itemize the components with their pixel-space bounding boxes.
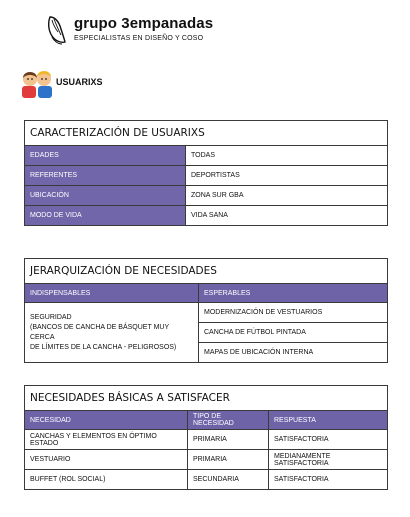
table-cell: PRIMARIA bbox=[188, 450, 269, 470]
caracterizacion-table bbox=[24, 120, 388, 226]
empanada-logo-icon bbox=[46, 14, 68, 46]
row-label: REFERENTES bbox=[25, 166, 186, 186]
col-header: TIPO DE NECESIDAD bbox=[188, 411, 269, 430]
row-label: UBICACIÓN bbox=[25, 186, 186, 206]
table-cell: SATISFACTORIA bbox=[269, 470, 388, 490]
brand-name: grupo 3empanadas bbox=[74, 15, 214, 32]
indispensable-text: (BANCOS DE CANCHA DE BÁSQUET MUY CERCA bbox=[30, 323, 169, 341]
indispensable-text: DE LÍMITES DE LA CANCHA - PELIGROSOS) bbox=[30, 343, 177, 351]
esperable-item: MODERNIZACIÓN DE VESTUARIOS bbox=[199, 303, 388, 323]
indispensable-cell bbox=[25, 303, 199, 363]
table-cell: PRIMARIA bbox=[188, 430, 269, 450]
table-cell: SATISFACTORIA bbox=[269, 430, 388, 450]
jerarquizacion-table bbox=[24, 258, 388, 363]
table-cell: MEDIANAMENTE SATISFACTORIA bbox=[269, 450, 388, 470]
table-title: JERARQUIZACIÓN DE NECESIDADES bbox=[25, 259, 388, 284]
col-header: ESPERABLES bbox=[199, 284, 388, 303]
row-value: VIDA SANA bbox=[186, 206, 388, 226]
brand-tagline: ESPECIALISTAS EN DISEÑO Y COSO bbox=[74, 35, 204, 42]
necesidades-table bbox=[24, 385, 388, 490]
row-value: ZONA SUR GBA bbox=[186, 186, 388, 206]
table-cell: VESTUARIO bbox=[25, 450, 188, 470]
table-title: NECESIDADES BÁSICAS A SATISFACER bbox=[25, 386, 388, 411]
row-label: EDADES bbox=[25, 146, 186, 166]
col-header: NECESIDAD bbox=[25, 411, 188, 430]
indispensable-text: SEGURIDAD bbox=[30, 313, 72, 321]
esperable-item: CANCHA DE FÚTBOL PINTADA bbox=[199, 323, 388, 343]
row-value: TODAS bbox=[186, 146, 388, 166]
users-avatar-icon bbox=[20, 66, 54, 98]
col-header: INDISPENSABLES bbox=[25, 284, 199, 303]
esperable-item: MAPAS DE UBICACIÓN INTERNA bbox=[199, 343, 388, 363]
table-title: CARACTERIZACIÓN DE USUARIXS bbox=[25, 121, 388, 146]
section-title: USUARIXS bbox=[56, 77, 103, 87]
table-cell: CANCHAS Y ELEMENTOS EN ÓPTIMO ESTADO bbox=[25, 430, 188, 450]
col-header: RESPUESTA bbox=[269, 411, 388, 430]
brand-header bbox=[46, 14, 246, 48]
row-value: DEPORTISTAS bbox=[186, 166, 388, 186]
row-label: MODO DE VIDA bbox=[25, 206, 186, 226]
table-cell: BUFFET (ROL SOCIAL) bbox=[25, 470, 188, 490]
table-cell: SECUNDARIA bbox=[188, 470, 269, 490]
